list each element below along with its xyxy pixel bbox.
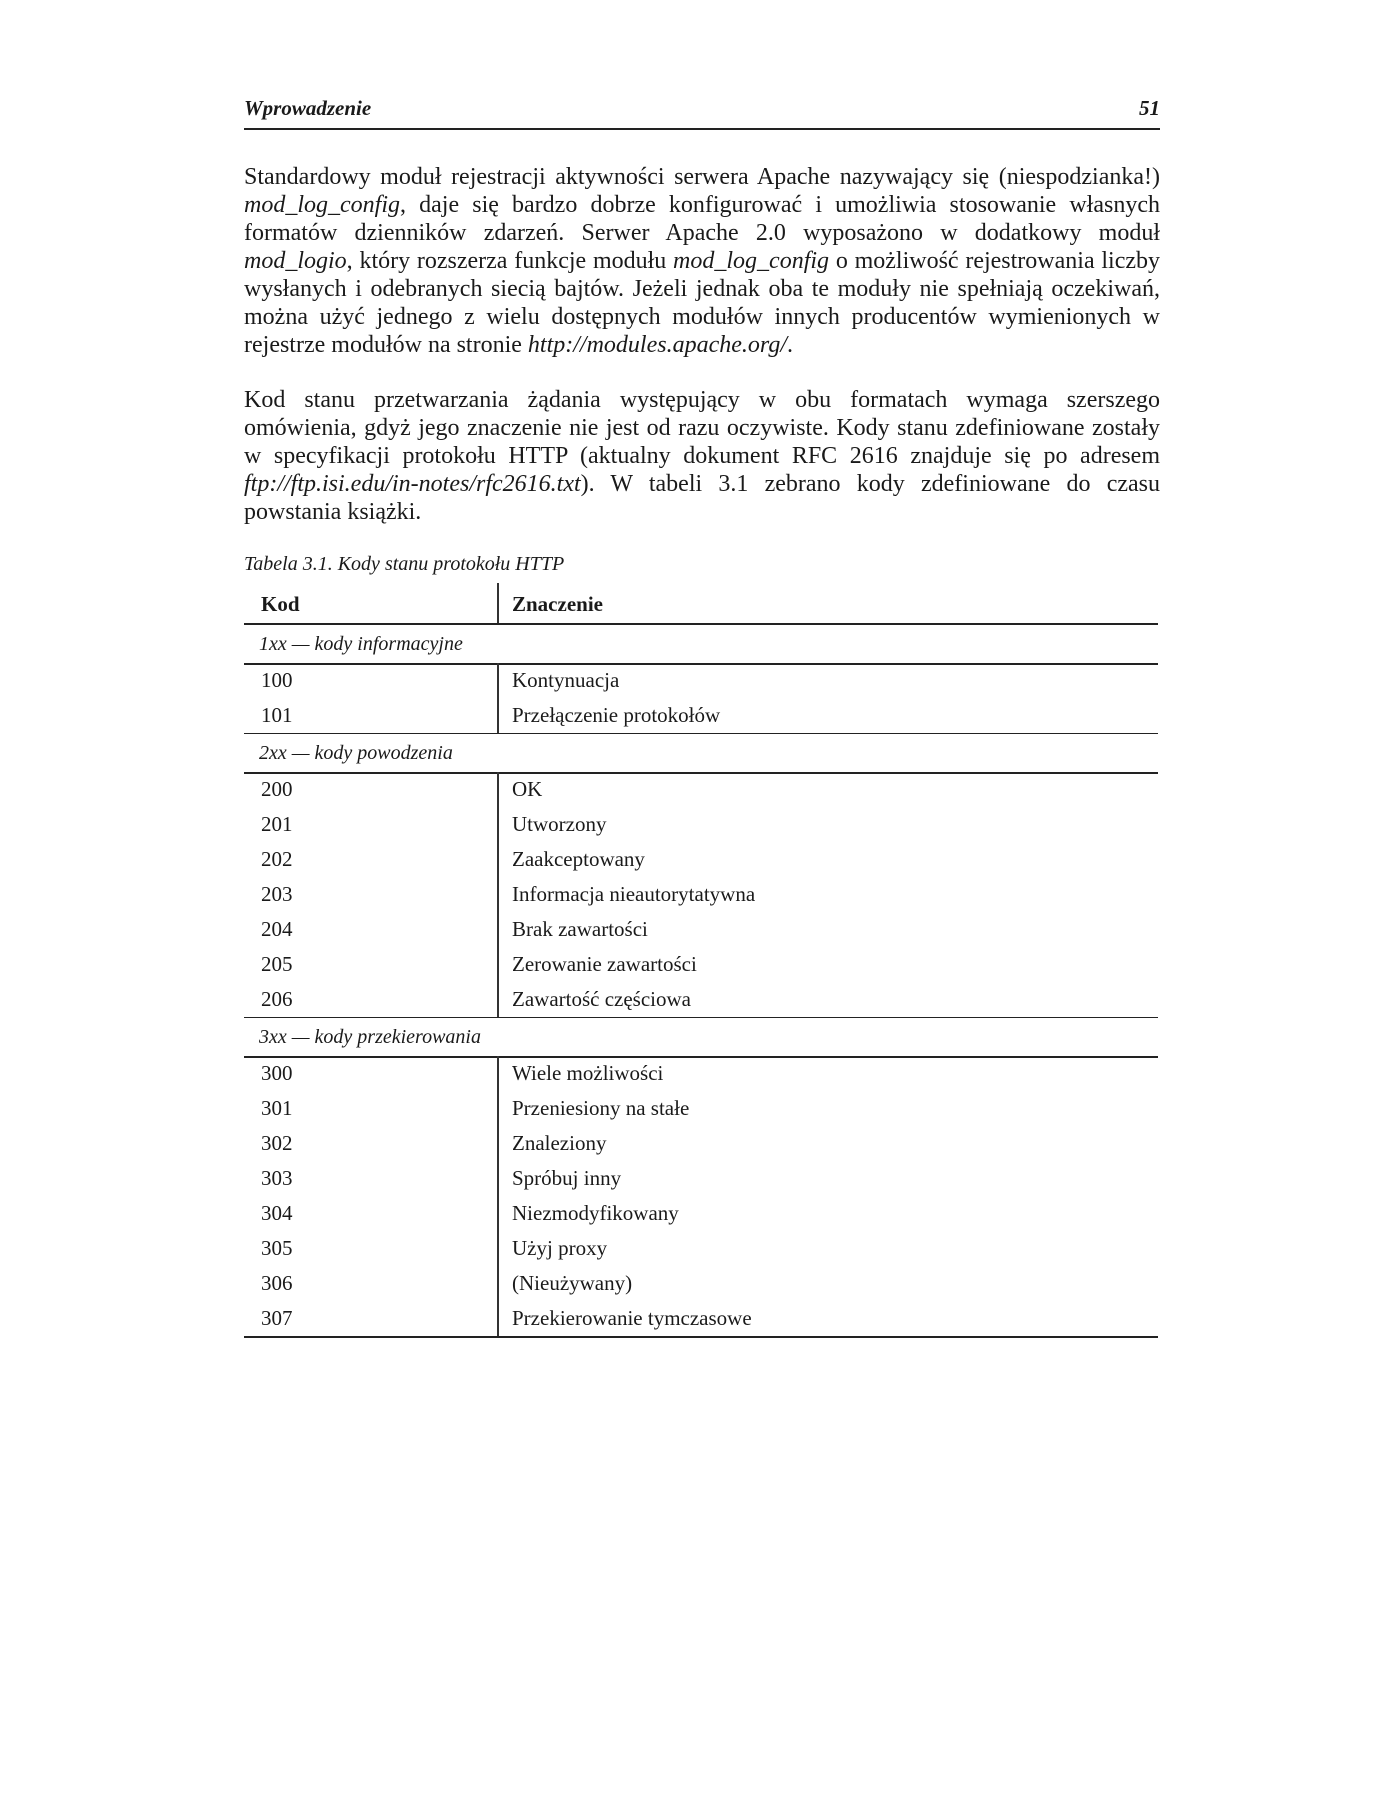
status-meaning: Zawartość częściowa (512, 987, 691, 1011)
column-divider (497, 1161, 499, 1196)
column-divider (497, 982, 499, 1017)
status-code: 202 (261, 847, 293, 871)
table-row (244, 1196, 1158, 1231)
status-meaning: Przekierowanie tymczasowe (512, 1306, 752, 1330)
status-code: 101 (261, 703, 293, 727)
column-divider (497, 1126, 499, 1161)
status-code: 201 (261, 812, 293, 836)
table-group-row (244, 1017, 1158, 1058)
text-run: , który rozszerza funkcje modułu (346, 248, 674, 274)
column-divider (497, 912, 499, 947)
italic-term: mod_log_config (673, 248, 830, 274)
status-code: 100 (261, 668, 293, 692)
table-group-row (244, 625, 1158, 665)
status-meaning: Wiele możliwości (512, 1061, 664, 1085)
chapter-title: Wprowadzenie (244, 96, 372, 120)
status-meaning: Brak zawartości (512, 917, 648, 941)
status-code: 204 (261, 917, 293, 941)
paragraph-logging-modules (244, 163, 1160, 359)
status-meaning: Informacja nieautorytatywna (512, 882, 756, 906)
table-row (244, 912, 1158, 947)
table-row (244, 663, 1158, 698)
paragraph-status-codes (244, 386, 1160, 526)
status-code: 301 (261, 1096, 293, 1120)
status-code: 303 (261, 1166, 293, 1190)
status-code-table (244, 583, 1158, 1338)
table-row (244, 1126, 1158, 1161)
status-meaning: (Nieużywany) (512, 1271, 633, 1295)
table-row (244, 698, 1158, 733)
table-row (244, 877, 1158, 912)
status-meaning: Użyj proxy (512, 1236, 608, 1260)
status-code: 200 (261, 777, 293, 801)
status-code: 206 (261, 987, 293, 1011)
status-meaning: Zerowanie zawartości (512, 952, 697, 976)
running-header (244, 96, 1160, 130)
status-meaning: Utworzony (512, 812, 607, 836)
column-divider (497, 877, 499, 912)
page-number: 51 (1139, 96, 1160, 120)
table-group-row (244, 733, 1158, 774)
status-code: 205 (261, 952, 293, 976)
status-code: 203 (261, 882, 293, 906)
status-meaning: Niezmodyfikowany (512, 1201, 679, 1225)
group-label: 2xx — kody powodzenia (259, 742, 453, 764)
header-meaning: Znaczenie (512, 592, 603, 616)
table-row (244, 982, 1158, 1017)
column-divider (497, 1196, 499, 1231)
italic-url: ftp://ftp.isi.edu/in-notes/rfc2616.txt (244, 471, 581, 497)
column-divider (497, 1231, 499, 1266)
text-run: Kod stanu przetwarzania żądania występujący w obu formatach wymaga szerszego omówienia, gdyż jego znaczenie nie jest od razu oczywiste. Kody stanu zdefiniowane zostały w specyfikacji protokołu HTTP (aktualny dokument RFC 2616 znajduje się po adresem (244, 387, 1160, 469)
text-run: Standardowy moduł rejestracji aktywności serwera Apache nazywający się (niespodzianka!) (244, 164, 1160, 190)
status-code: 307 (261, 1306, 293, 1330)
status-code: 304 (261, 1201, 293, 1225)
column-divider (497, 583, 499, 623)
group-label: 1xx — kody informacyjne (259, 633, 463, 655)
column-divider (497, 1056, 499, 1091)
table-row (244, 842, 1158, 877)
text-run: ). W tabeli 3.1 zebrano kody zdefiniowane do czasu powstania książki. (244, 471, 1160, 525)
table-row (244, 1056, 1158, 1091)
status-code: 300 (261, 1061, 293, 1085)
table-row (244, 1266, 1158, 1301)
text-run: . (787, 332, 793, 358)
text-run: o możliwość rejestrowania liczby wysłanych i odebranych siecią bajtów. Jeżeli jednak oba te moduły nie spełniają oczekiwań, można użyć jednego z wielu dostępnych modułów innych producentów wymienionych w rejestrze modułów na stronie (244, 248, 1160, 358)
column-divider (497, 1301, 499, 1336)
text-run: , daje się bardzo dobrze konfigurować i umożliwia stosowanie własnych formatów dzienników zdarzeń. Serwer Apache 2.0 wyposażono w dodatkowy moduł (244, 192, 1160, 246)
status-meaning: Kontynuacja (512, 668, 620, 692)
column-divider (497, 842, 499, 877)
header-code: Kod (261, 592, 300, 616)
column-divider (497, 807, 499, 842)
status-meaning: Zaakceptowany (512, 847, 645, 871)
status-meaning: Spróbuj inny (512, 1166, 622, 1190)
status-meaning: Przełączenie protokołów (512, 703, 721, 727)
table-row (244, 1091, 1158, 1126)
status-code: 302 (261, 1131, 293, 1155)
group-label: 3xx — kody przekierowania (259, 1026, 481, 1048)
table-caption: Tabela 3.1. Kody stanu protokołu HTTP (244, 553, 565, 575)
status-meaning: OK (512, 777, 543, 801)
table-row (244, 807, 1158, 842)
column-divider (497, 947, 499, 982)
column-divider (497, 772, 499, 807)
column-divider (497, 698, 499, 733)
table-header-row (244, 583, 1158, 625)
column-divider (497, 1266, 499, 1301)
column-divider (497, 1091, 499, 1126)
status-meaning: Przeniesiony na stałe (512, 1096, 690, 1120)
status-code: 305 (261, 1236, 293, 1260)
italic-term: mod_logio (244, 248, 347, 274)
column-divider (497, 663, 499, 698)
status-meaning: Znaleziony (512, 1131, 607, 1155)
table-row (244, 1161, 1158, 1196)
table-row (244, 947, 1158, 982)
italic-term: mod_log_config (244, 192, 400, 218)
table-row (244, 772, 1158, 807)
table-row (244, 1301, 1158, 1338)
table-row (244, 1231, 1158, 1266)
status-code: 306 (261, 1271, 293, 1295)
italic-url: http://modules.apache.org/ (527, 332, 787, 358)
